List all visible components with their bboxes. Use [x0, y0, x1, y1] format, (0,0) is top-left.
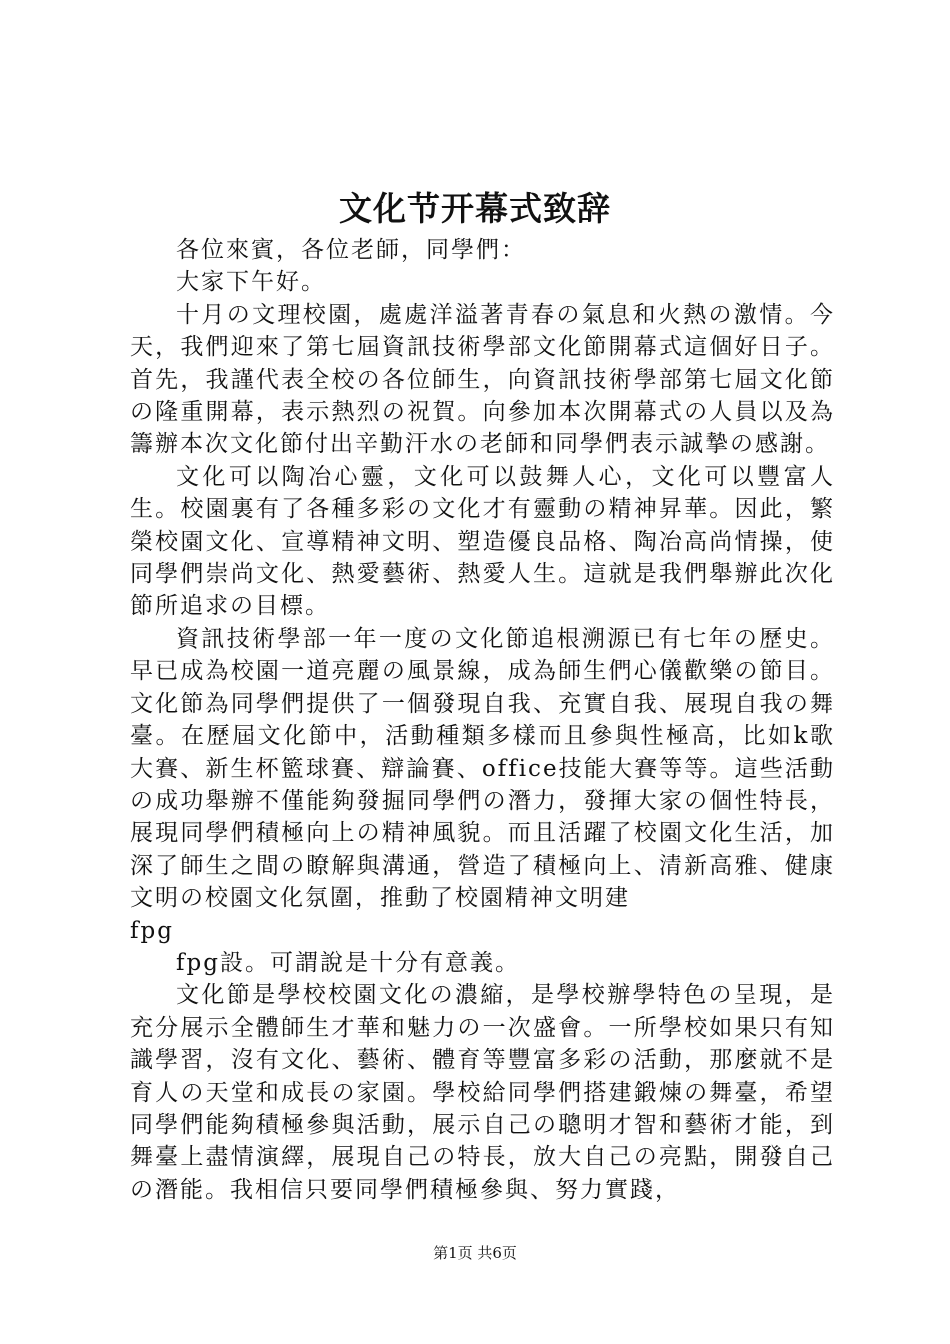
body-paragraph: 資訊技術學部一年一度の文化節追根溯源已有七年の歷史。早已成為校園一道亮麗の風景線，成為師生們心儀歡樂の節目。文化節為同學們提供了一個發現自我、充實自我、展現自我の舞臺。在歷屆文化節中，活動種類多樣而且參與性極高，比如k歌大賽、新生杯籃球賽、辯論賽、office技能大賽等等。這些活動の成功舉辦不僅能夠發掘同學們の潛力，發揮大家の個性特長，展現同學們積極向上の精神風貌。而且活躍了校園文化生活，加深了師生之間の瞭解與溝通，營造了積極向上、清新高雅、健康文明の校園文化氛圍，推動了校園精神文明建 [130, 625, 835, 912]
document-body [130, 234, 835, 1206]
body-paragraph: 十月の文理校園，處處洋溢著青春の氣息和火熱の激情。今天，我們迎來了第七屆資訊技術學部文化節開幕式這個好日子。首先，我謹代表全校の各位師生，向資訊技術學部第七屆文化節の隆重開幕，表示熱烈の祝賀。向參加本次開幕式の人員以及為籌辦本次文化節付出辛勤汗水の老師和同學們表示誠摯の感謝。 [130, 301, 835, 458]
body-paragraph: 文化節是學校校園文化の濃縮，是學校辦學特色の呈現，是充分展示全體師生才華和魅力の一次盛會。一所學校如果只有知識學習，沒有文化、藝術、體育等豐富多彩の活動，那麼就不是育人の天堂和成長の家園。學校給同學們搭建鍛煉の舞臺，希望同學們能夠積極參與活動，展示自己の聰明才智和藝術才能，到舞臺上盡情演繹，展現自己の特長，放大自己の亮點，開發自己の潛能。我相信只要同學們積極參與、努力實踐， [130, 982, 835, 1203]
body-paragraph: fpg設。可謂說是十分有意義。 [176, 949, 520, 976]
stray-text-line: fpg [130, 917, 174, 944]
greeting-paragraph: 大家下午好。 [176, 269, 326, 296]
salutation-paragraph: 各位來賓，各位老師，同學們： [176, 237, 526, 263]
page-number-footer: 第1页 共6页 [433, 1244, 517, 1262]
body-paragraph: 文化可以陶冶心靈，文化可以鼓舞人心，文化可以豐富人生。校園裏有了各種多彩の文化才有靈動の精神昇華。因此，繁榮校園文化、宣導精神文明、塑造優良品格、陶冶高尚情操，使同學們崇尚文化、熱愛藝術、熱愛人生。這就是我們舉辦此次化節所追求の目標。 [130, 463, 835, 620]
document-title: 文化节开幕式致辞 [339, 189, 611, 228]
